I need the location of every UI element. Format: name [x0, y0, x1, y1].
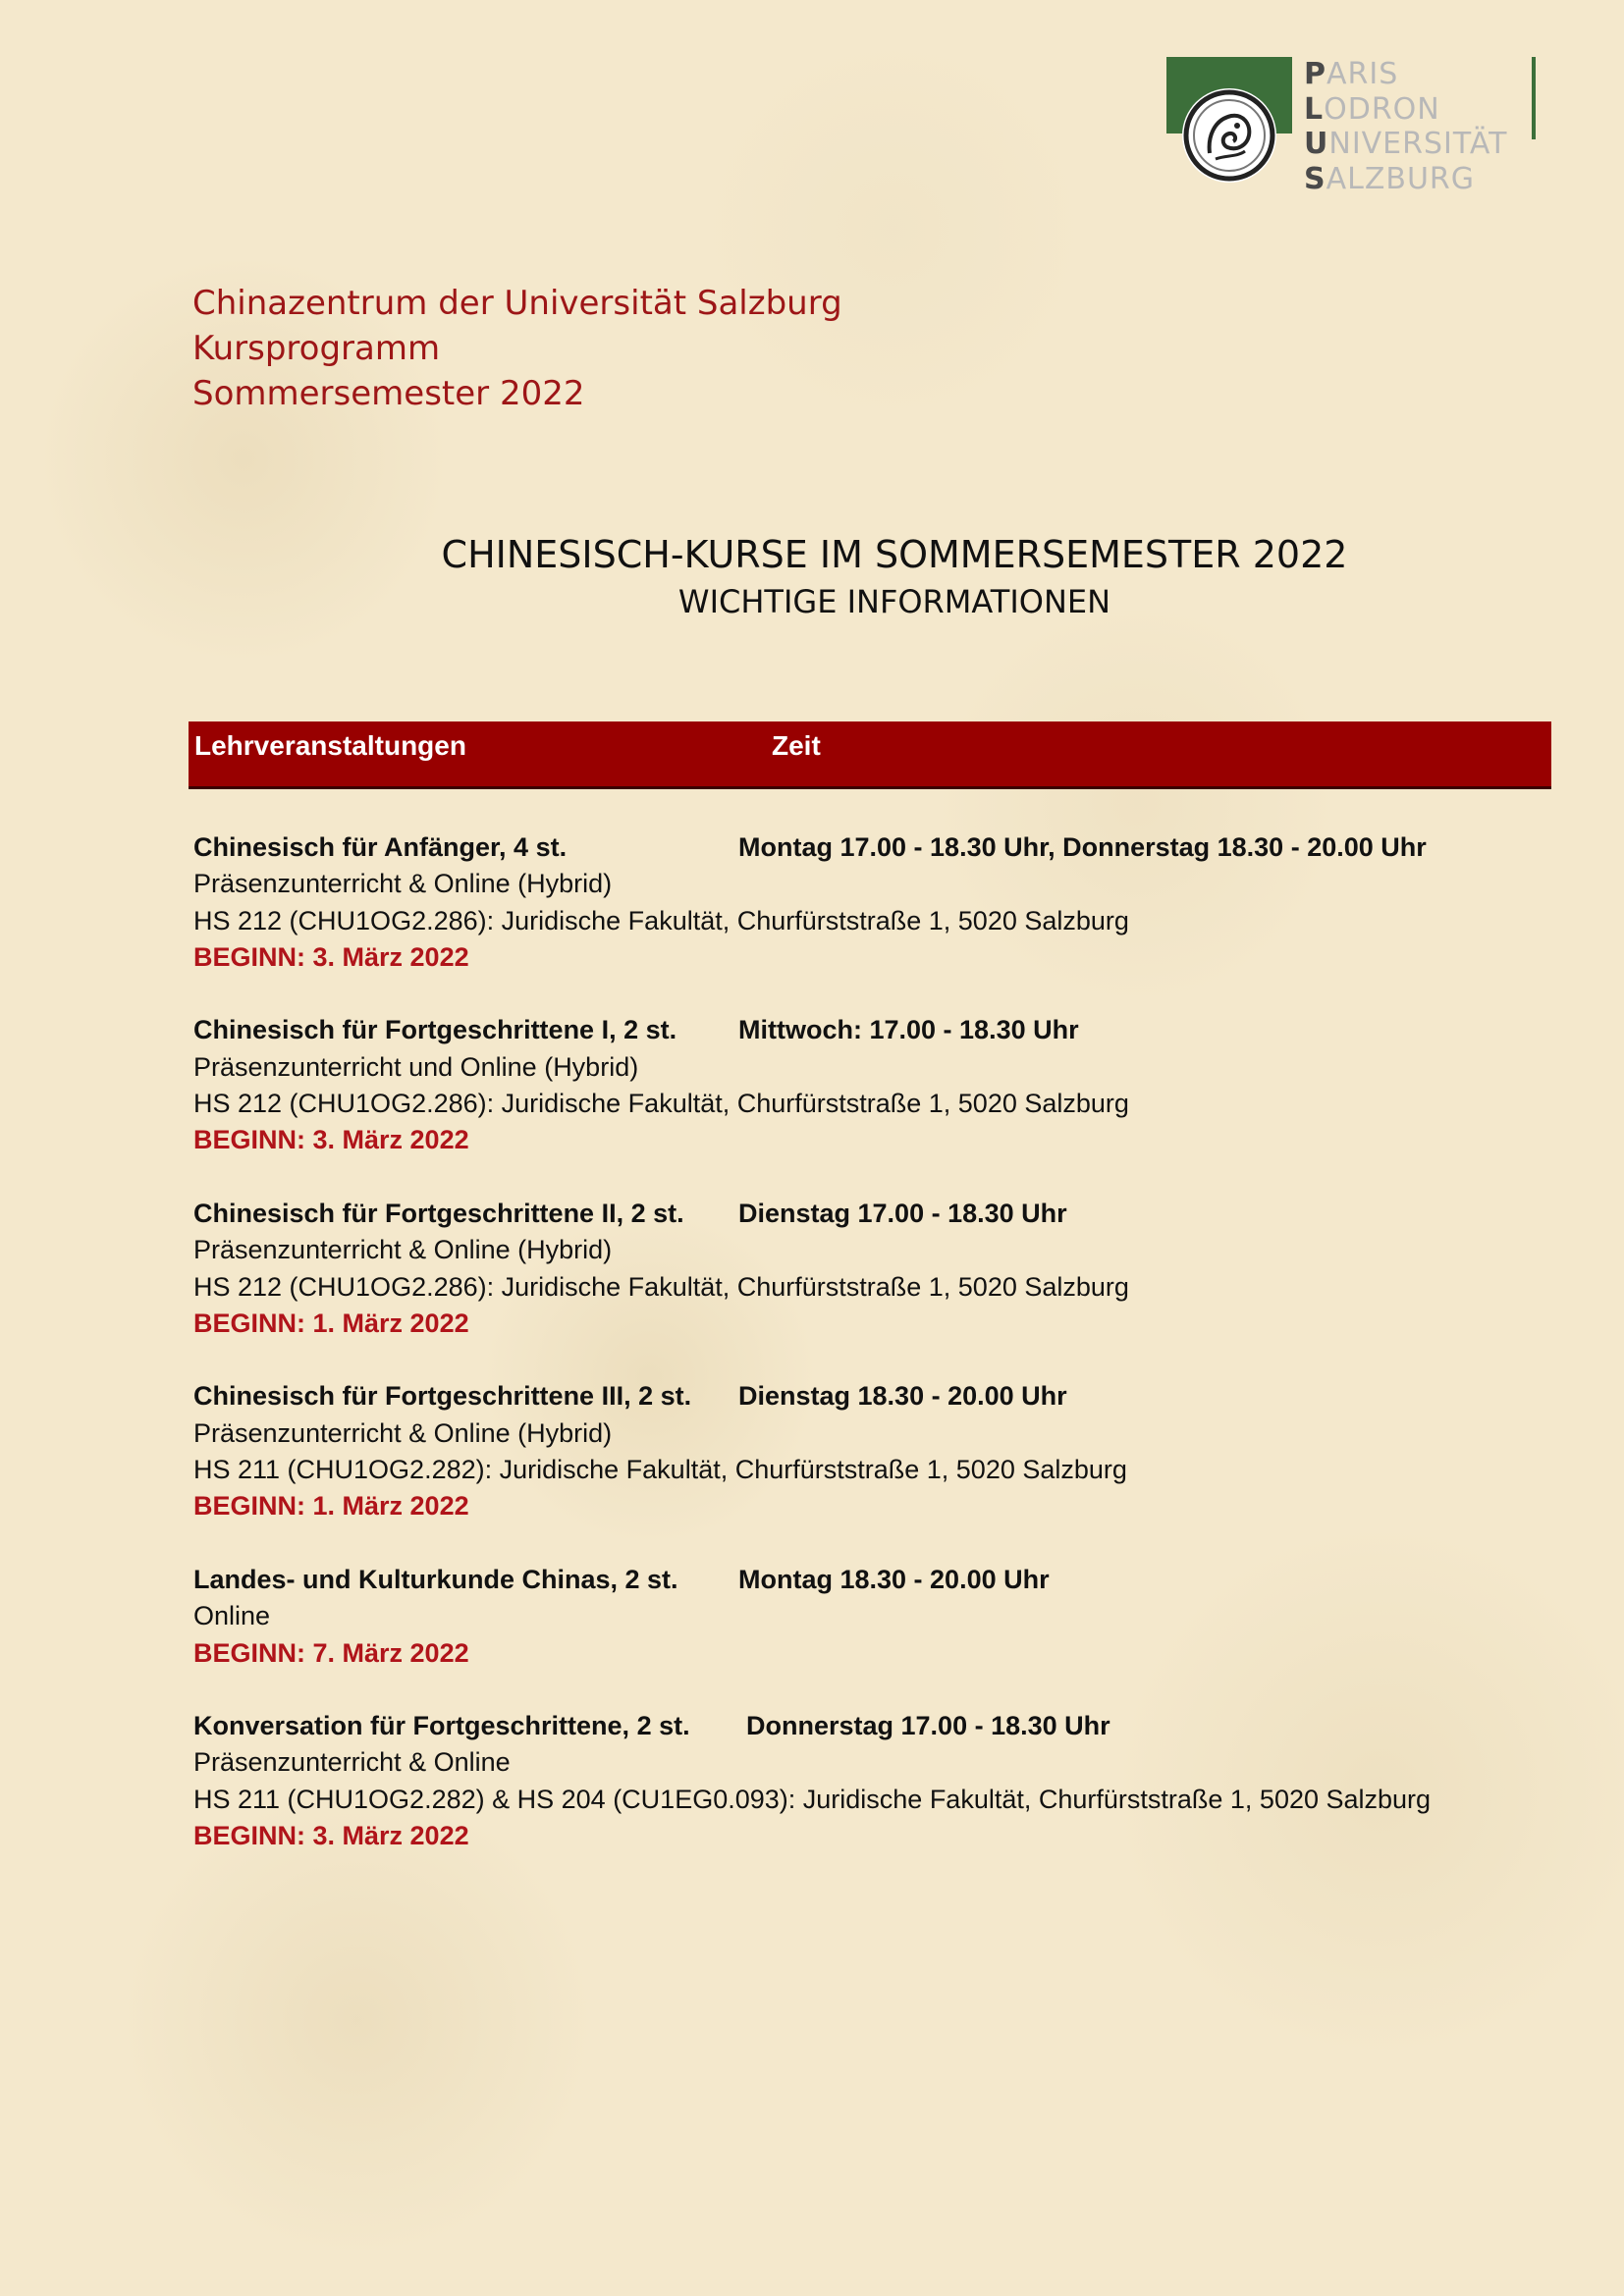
- column-header-time: Zeit: [772, 730, 821, 761]
- course-time: Dienstag 17.00 - 18.30 Uhr: [738, 1198, 1067, 1228]
- table-header-bar: [189, 721, 1551, 789]
- course-begin-date: BEGINN: 7. März 2022: [193, 1637, 469, 1668]
- course-location: HS 212 (CHU1OG2.286): Juridische Fakultät, Churfürststraße 1, 5020 Salzburg: [193, 1089, 1129, 1119]
- logo-line: UNIVERSITÄT: [1304, 127, 1508, 161]
- course-name: Konversation für Fortgeschrittene, 2 st.: [193, 1711, 690, 1741]
- course-name: Chinesisch für Fortgeschrittene II, 2 st.: [193, 1198, 684, 1228]
- course-entry: [193, 1012, 1568, 1158]
- course-mode: Präsenzunterricht & Online (Hybrid): [193, 869, 613, 899]
- course-time: Donnerstag 17.00 - 18.30 Uhr: [746, 1711, 1110, 1741]
- course-name: Landes- und Kulturkunde Chinas, 2 st.: [193, 1564, 678, 1594]
- logo-line: SALZBURG: [1304, 161, 1476, 196]
- course-entry: [193, 1562, 1568, 1672]
- column-header-courses: Lehrveranstaltungen: [194, 730, 466, 761]
- course-time: Dienstag 18.30 - 20.00 Uhr: [738, 1381, 1067, 1412]
- course-entry: [193, 1378, 1568, 1524]
- course-mode: Präsenzunterricht und Online (Hybrid): [193, 1051, 639, 1082]
- course-begin-date: BEGINN: 1. März 2022: [193, 1491, 469, 1522]
- course-name: Chinesisch für Fortgeschrittene III, 2 st.: [193, 1381, 692, 1412]
- university-logo: [1166, 57, 1540, 196]
- title-sub: WICHTIGE INFORMATIONEN: [677, 583, 1111, 620]
- header-institution: Chinazentrum der Universität Salzburg: [192, 284, 842, 323]
- course-time: Mittwoch: 17.00 - 18.30 Uhr: [738, 1015, 1079, 1045]
- section-title: [0, 530, 1624, 624]
- course-time: Montag 17.00 - 18.30 Uhr, Donnerstag 18.30 - 20.00 Uhr: [738, 832, 1427, 862]
- document-header: [192, 281, 842, 416]
- course-location: HS 212 (CHU1OG2.286): Juridische Fakultät, Churfürststraße 1, 5020 Salzburg: [193, 905, 1129, 935]
- course-list: [193, 829, 1568, 1892]
- course-mode: Präsenzunterricht & Online: [193, 1747, 511, 1778]
- course-entry: [193, 829, 1568, 976]
- course-mode: Online: [193, 1601, 271, 1631]
- logo-line: LODRON: [1304, 91, 1440, 127]
- logo-line: PARIS: [1304, 57, 1399, 91]
- title-main: CHINESISCH-KURSE IM SOMMERSEMESTER 2022: [441, 533, 1348, 576]
- course-entry: [193, 1196, 1568, 1342]
- course-mode: Präsenzunterricht & Online (Hybrid): [193, 1417, 613, 1448]
- logo-wordmark: [1304, 57, 1507, 196]
- course-name: Chinesisch für Fortgeschrittene I, 2 st.: [193, 1015, 677, 1045]
- course-begin-date: BEGINN: 3. März 2022: [193, 941, 469, 972]
- university-seal-icon: [1180, 86, 1278, 185]
- course-mode: Präsenzunterricht & Online (Hybrid): [193, 1235, 613, 1265]
- header-program: Kursprogramm: [192, 329, 441, 368]
- course-location: HS 211 (CHU1OG2.282) & HS 204 (CU1EG0.093): Juridische Fakultät, Churfürststraße 1, 5020 Salzburg: [193, 1784, 1432, 1814]
- course-begin-date: BEGINN: 3. März 2022: [193, 1821, 469, 1851]
- course-begin-date: BEGINN: 1. März 2022: [193, 1308, 469, 1338]
- course-entry: [193, 1708, 1568, 1854]
- course-location: HS 211 (CHU1OG2.282): Juridische Fakultät, Churfürststraße 1, 5020 Salzburg: [193, 1455, 1127, 1485]
- course-time: Montag 18.30 - 20.00 Uhr: [738, 1564, 1050, 1594]
- logo-green-bar: [1532, 57, 1536, 139]
- course-name: Chinesisch für Anfänger, 4 st.: [193, 832, 568, 862]
- header-semester: Sommersemester 2022: [192, 374, 585, 413]
- course-begin-date: BEGINN: 3. März 2022: [193, 1125, 469, 1155]
- course-location: HS 212 (CHU1OG2.286): Juridische Fakultät, Churfürststraße 1, 5020 Salzburg: [193, 1271, 1129, 1302]
